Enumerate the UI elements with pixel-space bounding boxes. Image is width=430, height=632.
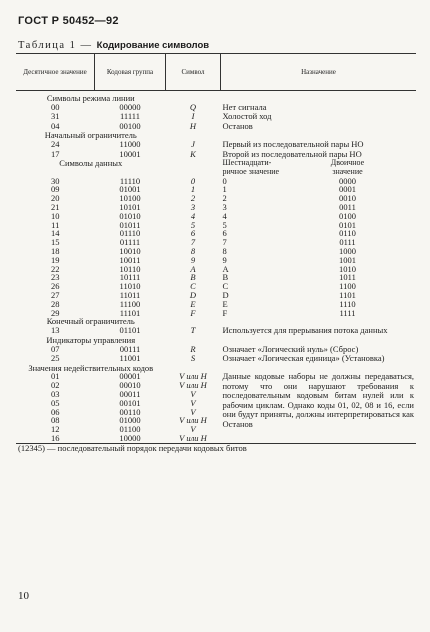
symbol: 4 xyxy=(190,210,196,221)
hex-value: 9 xyxy=(222,254,227,265)
bin-value: 0000 xyxy=(339,175,356,186)
decimal-value: 10 xyxy=(51,210,60,221)
decimal-value: 08 xyxy=(51,415,60,426)
table-row xyxy=(16,185,416,194)
section-title: Значения недействительных кодов xyxy=(28,362,154,373)
purpose xyxy=(221,326,417,336)
purpose-text: Холостой ход xyxy=(222,111,272,122)
decimal-value: 14 xyxy=(51,228,60,239)
table-row xyxy=(16,194,416,203)
section-title: Начальный ограничитель xyxy=(44,130,137,141)
code-group: 00000 xyxy=(119,101,141,112)
hex-value: D xyxy=(222,290,229,301)
decimal-value: 07 xyxy=(51,343,60,354)
bin-value: 0100 xyxy=(339,210,356,221)
symbol: 9 xyxy=(190,254,196,265)
code-group: 01111 xyxy=(119,237,141,248)
symbol: V xyxy=(190,388,196,399)
symbol: E xyxy=(190,298,196,309)
section-empty-cell xyxy=(166,91,221,103)
table-row xyxy=(16,212,416,221)
code-group: 01100 xyxy=(119,424,141,435)
table-row xyxy=(16,300,416,309)
symbol: 7 xyxy=(190,237,196,248)
section-header-row xyxy=(16,159,416,177)
decimal-value: 05 xyxy=(51,397,60,408)
table-row xyxy=(16,221,416,230)
symbol: S xyxy=(190,353,196,364)
bin-value: 1001 xyxy=(339,254,356,265)
bin-value: 0101 xyxy=(339,219,356,230)
hex-value: A xyxy=(222,263,229,274)
code-group: 10100 xyxy=(119,193,141,204)
decimal-value: 25 xyxy=(51,353,60,364)
purpose xyxy=(221,354,417,364)
symbol: J xyxy=(191,139,195,150)
hex-bin-cell xyxy=(221,300,417,309)
table-row xyxy=(16,247,416,256)
purpose xyxy=(221,122,417,132)
symbol: 0 xyxy=(190,175,196,186)
decimal-value: 17 xyxy=(51,148,60,159)
decimal-value: 00 xyxy=(51,101,60,112)
table-row xyxy=(16,265,416,274)
symbol: Q xyxy=(189,101,197,112)
decimal-value: 02 xyxy=(51,380,60,391)
code-group: 00100 xyxy=(119,120,141,131)
code-group: 11101 xyxy=(119,307,141,318)
table-row xyxy=(16,112,416,122)
decimal-value: 04 xyxy=(51,120,60,131)
hex-bin-cell xyxy=(221,309,417,318)
code-group: 01110 xyxy=(119,228,141,239)
symbol: 8 xyxy=(190,246,196,257)
code-group: 01101 xyxy=(119,325,141,336)
decimal-value: 26 xyxy=(51,281,60,292)
symbol: V xyxy=(190,406,196,417)
code-group: 11001 xyxy=(119,353,141,364)
code-group: 10111 xyxy=(119,272,141,283)
decimal-value: 01 xyxy=(51,371,60,382)
purpose-text: Нет сигнала xyxy=(222,101,267,112)
symbol: K xyxy=(190,148,196,159)
hex-bin-cell xyxy=(221,247,417,256)
purpose-text: Останов xyxy=(222,120,253,131)
symbol: V или H xyxy=(179,415,207,426)
hex-value: B xyxy=(222,272,229,283)
code-group: 11100 xyxy=(119,298,141,309)
decimal-value: 06 xyxy=(51,406,60,417)
code-group: 10011 xyxy=(119,254,141,265)
section-title: Конечный ограничитель xyxy=(46,316,135,327)
decimal-value: 22 xyxy=(51,263,60,274)
bin-value: 0011 xyxy=(339,202,356,213)
code-group: 01010 xyxy=(119,210,141,221)
code-group: 00011 xyxy=(119,388,141,399)
hex-value: E xyxy=(222,298,228,309)
coding-table xyxy=(16,53,416,453)
document-header: ГОСТ Р 50452—92 xyxy=(18,15,119,27)
hex-bin-cell xyxy=(221,177,417,186)
table-row xyxy=(16,177,416,186)
symbol: R xyxy=(190,343,196,354)
decimal-value: 13 xyxy=(51,325,60,336)
code-group: 00001 xyxy=(119,371,141,382)
hex-value: C xyxy=(222,281,229,292)
section-header-row xyxy=(16,91,416,103)
hex-value: F xyxy=(222,307,228,318)
hex-value: 4 xyxy=(222,210,227,221)
hex-value: 1 xyxy=(222,184,227,195)
col-header-decimal: Десятичное значение xyxy=(16,54,95,91)
purpose-text: Данные кодовые наборы не должны передаваться, потому что они нарушают требования к последовательным кодовым битам нулей или к рабочим циклам. Однако коды 01, 02, 08 и 16, если они будут приняты, должны интерпретироваться как Останов xyxy=(222,371,414,429)
code-group: 01000 xyxy=(119,415,141,426)
symbol: V xyxy=(190,397,196,408)
bin-column-header: Двоичное значение xyxy=(330,158,365,176)
hex-bin-cell xyxy=(221,212,417,221)
symbol: V или H xyxy=(179,432,207,443)
symbol: 3 xyxy=(190,202,196,213)
section-empty-cell xyxy=(166,159,221,177)
hex-value: 0 xyxy=(222,175,227,186)
code-group: 00111 xyxy=(119,343,141,354)
decimal-value: 27 xyxy=(51,290,60,301)
symbol: 2 xyxy=(190,193,196,204)
caption-prefix: Таблица 1 — xyxy=(18,40,97,51)
hex-bin-cell xyxy=(221,229,417,238)
table-row xyxy=(16,238,416,247)
decimal-value: 19 xyxy=(51,254,60,265)
bin-value: 0110 xyxy=(339,228,356,239)
table-row xyxy=(16,256,416,265)
decimal-value: 28 xyxy=(51,298,60,309)
symbol: 1 xyxy=(190,184,196,195)
symbol: T xyxy=(190,325,196,336)
symbol: I xyxy=(191,111,195,122)
bin-value: 1110 xyxy=(339,298,356,309)
table-row xyxy=(16,282,416,291)
section-extra-cell xyxy=(221,159,417,177)
caption-title: Кодирование символов xyxy=(96,40,210,51)
hex-bin-cell xyxy=(221,203,417,212)
code-group: 00010 xyxy=(119,380,141,391)
section-title: Символы данных xyxy=(59,158,123,169)
decimal-value: 23 xyxy=(51,272,60,283)
code-group: 01001 xyxy=(119,184,141,195)
hex-bin-cell xyxy=(221,238,417,247)
col-header-symbol: Символ xyxy=(166,54,221,91)
table-row xyxy=(16,203,416,212)
bin-value: 1011 xyxy=(339,272,356,283)
decimal-value: 16 xyxy=(51,432,60,443)
decimal-value: 29 xyxy=(51,307,60,318)
table-row xyxy=(16,229,416,238)
decimal-value: 31 xyxy=(51,111,60,122)
hex-bin-cell xyxy=(221,282,417,291)
table-caption xyxy=(18,40,209,51)
code-group: 11011 xyxy=(119,290,141,301)
code-group: 11111 xyxy=(120,111,140,122)
purpose xyxy=(221,372,417,443)
code-group: 10110 xyxy=(119,263,141,274)
symbol: V или H xyxy=(179,380,207,391)
symbol: V или H xyxy=(179,371,207,382)
decimal-value: 21 xyxy=(51,202,60,213)
hex-bin-cell xyxy=(221,265,417,274)
bin-value: 0111 xyxy=(339,237,356,248)
code-group: 10001 xyxy=(119,148,141,159)
page-number: 10 xyxy=(18,590,29,602)
decimal-value: 30 xyxy=(51,175,60,186)
symbol: A xyxy=(190,263,196,274)
code-group: 10010 xyxy=(119,246,141,257)
symbol: F xyxy=(190,307,196,318)
section-title: Символы режима линии xyxy=(46,93,135,103)
hex-value: 5 xyxy=(222,219,227,230)
code-group: 10000 xyxy=(119,432,141,443)
symbol: 5 xyxy=(190,219,196,230)
code-group: 11000 xyxy=(119,139,141,150)
hex-value: 2 xyxy=(222,193,227,204)
decimal-value: 09 xyxy=(51,184,60,195)
section-extra-cell xyxy=(221,91,417,103)
decimal-value: 12 xyxy=(51,424,60,435)
bin-value: 1000 xyxy=(339,246,356,257)
hex-bin-cell xyxy=(221,221,417,230)
hex-bin-cell xyxy=(221,256,417,265)
table-row xyxy=(16,372,416,381)
code-group: 11010 xyxy=(119,281,141,292)
bin-value: 1100 xyxy=(339,281,356,292)
hex-bin-cell xyxy=(221,291,417,300)
bin-value: 1101 xyxy=(339,290,356,301)
hex-value: 8 xyxy=(222,246,227,257)
purpose-text: Используется для прерывания потока данных xyxy=(222,325,388,336)
bin-value: 0001 xyxy=(339,184,356,195)
decimal-value: 18 xyxy=(51,246,60,257)
hex-bin-cell xyxy=(221,194,417,203)
symbol: V xyxy=(190,424,196,435)
bin-value: 1010 xyxy=(339,263,356,274)
bin-value: 0010 xyxy=(339,193,356,204)
decimal-value: 03 xyxy=(51,388,60,399)
symbol: B xyxy=(190,272,196,283)
purpose-text: Означает «Логический нуль» (Сброс) xyxy=(222,343,359,354)
purpose-text: Означает «Логическая единица» (Установка) xyxy=(222,353,385,364)
symbol: C xyxy=(190,281,196,292)
code-group: 00101 xyxy=(119,397,141,408)
decimal-value: 15 xyxy=(51,237,60,248)
bin-value: 1111 xyxy=(339,307,356,318)
hex-bin-cell xyxy=(221,185,417,194)
symbol: H xyxy=(189,120,197,131)
hex-value: 3 xyxy=(222,202,227,213)
symbol: 6 xyxy=(190,228,196,239)
symbol: D xyxy=(189,290,197,301)
code-group: 01011 xyxy=(119,219,141,230)
col-header-purpose: Назначение xyxy=(221,54,417,91)
section-title: Индикаторы управления xyxy=(46,334,136,345)
table-body xyxy=(16,91,416,444)
decimal-value: 24 xyxy=(51,139,60,150)
hex-value: 6 xyxy=(222,228,227,239)
footnote: (12345) — последовательный порядок передачи кодовых битов xyxy=(16,443,416,452)
col-header-code: Кодовая группа xyxy=(95,54,166,91)
code-group: 11110 xyxy=(119,175,141,186)
code-group: 00110 xyxy=(119,406,141,417)
purpose-text: Первый из последовательной пары НО xyxy=(222,139,364,150)
purpose-text: Второй из последовательной пары НО xyxy=(222,148,362,159)
table-row xyxy=(16,291,416,300)
hex-bin-cell xyxy=(221,273,417,282)
hex-column-header: Шестнадцати-ричное значение xyxy=(222,158,280,176)
decimal-value: 20 xyxy=(51,193,60,204)
table-row xyxy=(16,273,416,282)
hex-value: 7 xyxy=(222,237,227,248)
code-group: 10101 xyxy=(119,202,141,213)
table-row xyxy=(16,103,416,113)
decimal-value: 11 xyxy=(51,219,60,230)
